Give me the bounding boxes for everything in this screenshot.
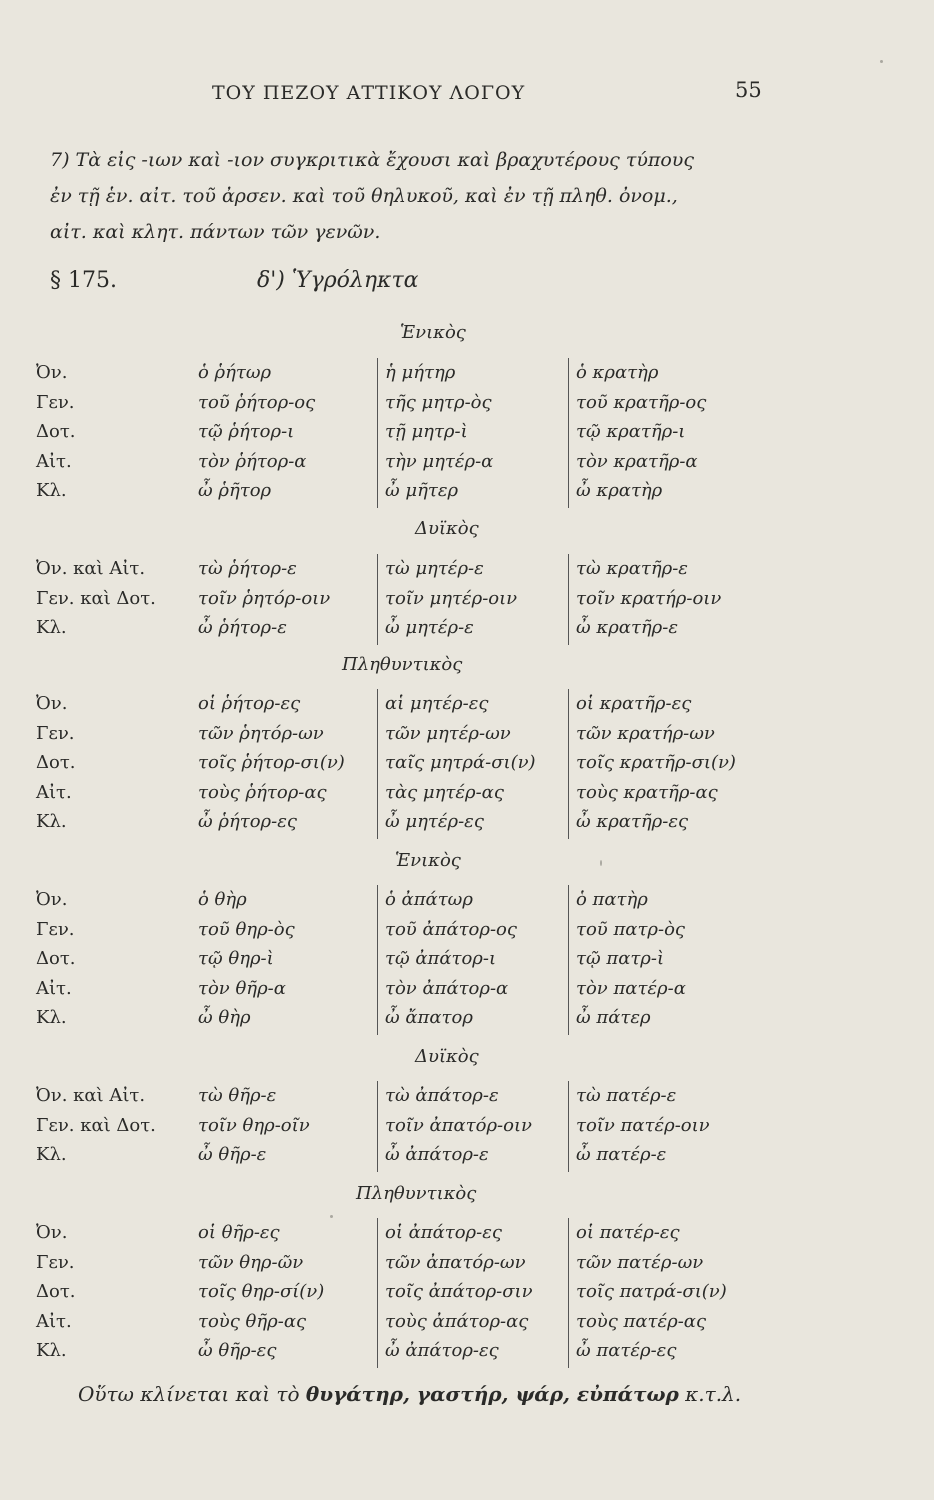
scan-speck (600, 860, 602, 866)
column-divider (568, 554, 569, 645)
form-col-3: τοῦ πατρ-ὸς (576, 918, 685, 940)
form-col-3: τοῖς κρατῆρ-σι(ν) (576, 752, 736, 773)
running-title: ΤΟΥ ΠΕΖΟΥ ΑΤΤΙΚΟΥ ΛΟΓΟΥ (212, 82, 526, 104)
case-label: Αἰτ. (36, 450, 72, 472)
form-col-3: τῷ πατρ-ὶ (576, 948, 665, 969)
form-col-1: τῷ θηρ-ὶ (198, 948, 274, 969)
form-col-3: τὸν κρατῆρ-α (576, 450, 698, 472)
case-label: Κλ. (36, 1007, 67, 1028)
page-number: 55 (735, 78, 762, 102)
case-label: Αἰτ. (36, 781, 72, 803)
form-col-3: ὦ κρατῆρ-ες (576, 811, 689, 832)
form-col-2: τῶν ἀπατόρ-ων (385, 1251, 526, 1273)
case-label: Κλ. (36, 1340, 67, 1361)
form-col-2: τοῖν μητέρ-οιν (385, 587, 518, 609)
case-label: Γεν. (36, 391, 75, 413)
form-col-2: τὴν μητέρ-α (385, 450, 494, 472)
case-label: Ὀν. (36, 362, 68, 383)
footer-prefix: Οὕτω κλίνεται καὶ τὸ (78, 1382, 306, 1406)
form-col-1: τὸν ῥήτορ-α (198, 450, 307, 472)
form-col-1: ὦ ῥῆτορ (198, 480, 272, 501)
form-col-3: οἱ πατέρ-ες (576, 1222, 680, 1243)
number-heading: Πληθυντικὸς (342, 654, 463, 675)
form-col-1: ὁ ῥήτωρ (198, 362, 272, 383)
form-col-1: τῷ ῥήτορ-ι (198, 421, 295, 442)
column-divider (377, 689, 378, 839)
form-col-1: ὦ ῥήτορ-ε (198, 617, 287, 638)
column-divider (377, 1218, 378, 1368)
case-label: Γεν. καὶ Δοτ. (36, 587, 156, 609)
form-col-2: ὦ ἀπάτορ-ε (385, 1144, 489, 1165)
column-divider (377, 1081, 378, 1172)
form-col-2: τοῖν ἀπατόρ-οιν (385, 1114, 532, 1136)
form-col-1: ὁ θὴρ (198, 889, 247, 910)
form-col-1: τοῦ θηρ-ὸς (198, 918, 295, 940)
form-col-3: τοῖν πατέρ-οιν (576, 1114, 710, 1136)
column-divider (568, 689, 569, 839)
form-col-1: τοὺς ῥήτορ-ας (198, 781, 327, 803)
form-col-3: οἱ κρατῆρ-ες (576, 693, 692, 714)
form-col-1: ὦ θῆρ-ε (198, 1144, 267, 1165)
intro-line: 7) Τὰ εἰς -ιων καὶ -ιον συγκριτικὰ ἔχουσι καὶ βραχυτέρους τύπους (50, 149, 694, 171)
column-divider (377, 885, 378, 1035)
case-label: Αἰτ. (36, 1310, 72, 1332)
form-col-1: τοῖν θηρ-οῖν (198, 1114, 310, 1136)
form-col-2: ἡ μήτηρ (385, 362, 456, 383)
column-divider (568, 1218, 569, 1368)
case-label: Ὀν. (36, 693, 68, 714)
form-col-3: ὦ κρατὴρ (576, 480, 663, 501)
form-col-2: τοῖς ἀπάτορ-σιν (385, 1281, 533, 1302)
form-col-2: τῶν μητέρ-ων (385, 722, 511, 744)
form-col-3: τοῦ κρατῆρ-ος (576, 391, 707, 413)
form-col-2: τῷ ἀπάτορ-ι (385, 948, 497, 969)
column-divider (568, 358, 569, 508)
case-label: Ὀν. (36, 1222, 68, 1243)
form-col-2: οἱ ἀπάτορ-ες (385, 1222, 502, 1243)
form-col-2: τῇ μητρ-ὶ (385, 421, 468, 442)
form-col-2: αἱ μητέρ-ες (385, 693, 489, 714)
form-col-3: τὸν πατέρ-α (576, 977, 686, 999)
case-label: Δοτ. (36, 948, 76, 969)
form-col-3: ὁ πατὴρ (576, 889, 648, 910)
case-label: Δοτ. (36, 421, 76, 442)
scan-speck (330, 1215, 333, 1218)
form-col-3: ὦ κρατῆρ-ε (576, 617, 679, 638)
form-col-1: τῶν θηρ-ῶν (198, 1251, 304, 1273)
form-col-3: τὼ πατέρ-ε (576, 1085, 677, 1106)
case-label: Αἰτ. (36, 977, 72, 999)
column-divider (568, 1081, 569, 1172)
case-label: Κλ. (36, 1144, 67, 1165)
form-col-2: ὦ μῆτερ (385, 480, 459, 501)
intro-line: αἰτ. καὶ κλητ. πάντων τῶν γενῶν. (50, 221, 381, 243)
form-col-1: τὸν θῆρ-α (198, 977, 286, 999)
form-col-3: τῷ κρατῆρ-ι (576, 421, 686, 442)
case-label: Γεν. (36, 918, 75, 940)
form-col-1: τοῦ ῥήτορ-ος (198, 391, 316, 413)
case-label: Ὀν. καὶ Αἰτ. (36, 1085, 146, 1106)
case-label: Ὀν. καὶ Αἰτ. (36, 558, 146, 579)
form-col-1: οἱ ῥήτορ-ες (198, 693, 301, 714)
form-col-2: τῆς μητρ-ὸς (385, 391, 492, 413)
number-heading: Δυϊκὸς (415, 518, 479, 539)
column-divider (377, 358, 378, 508)
case-label: Γεν. (36, 722, 75, 744)
form-col-1: τὼ θῆρ-ε (198, 1085, 277, 1106)
form-col-2: τὸν ἀπάτορ-α (385, 977, 509, 999)
form-col-1: τοῖς ῥήτορ-σι(ν) (198, 752, 345, 773)
section-number: § 175. (50, 268, 117, 293)
form-col-3: ὦ πάτερ (576, 1007, 651, 1028)
form-col-3: ὦ πατέρ-ες (576, 1340, 677, 1361)
form-col-3: τὼ κρατῆρ-ε (576, 558, 688, 579)
form-col-3: τῶν κρατήρ-ων (576, 722, 715, 744)
form-col-3: τοὺς πατέρ-ας (576, 1310, 707, 1332)
number-heading: Ἑνικὸς (400, 322, 466, 343)
form-col-1: οἱ θῆρ-ες (198, 1222, 280, 1243)
form-col-1: τὼ ῥήτορ-ε (198, 558, 297, 579)
number-heading: Πληθυντικὸς (356, 1183, 477, 1204)
section-heading (50, 268, 550, 293)
scan-speck (880, 60, 883, 63)
case-label: Δοτ. (36, 752, 76, 773)
case-label: Ὀν. (36, 889, 68, 910)
column-divider (377, 554, 378, 645)
case-label: Γεν. καὶ Δοτ. (36, 1114, 156, 1136)
form-col-3: ὁ κρατὴρ (576, 362, 659, 383)
footer-examples: θυγάτηρ, γαστήρ, ψάρ, εὐπάτωρ (305, 1382, 679, 1406)
form-col-2: τὼ ἀπάτορ-ε (385, 1085, 499, 1106)
form-col-1: ὦ θὴρ (198, 1007, 251, 1028)
case-label: Κλ. (36, 480, 67, 501)
number-heading: Ἑνικὸς (395, 850, 461, 871)
form-col-1: ὦ ῥήτορ-ες (198, 811, 297, 832)
section-title: δ') Ὑγρόληκτα (257, 268, 419, 293)
form-col-2: ταῖς μητρά-σι(ν) (385, 752, 536, 773)
form-col-3: τῶν πατέρ-ων (576, 1251, 704, 1273)
intro-paragraph (50, 142, 790, 250)
form-col-2: τὼ μητέρ-ε (385, 558, 484, 579)
form-col-2: ὦ ἀπάτορ-ες (385, 1340, 499, 1361)
form-col-3: τοὺς κρατῆρ-ας (576, 781, 718, 803)
form-col-1: ὦ θῆρ-ες (198, 1340, 277, 1361)
case-label: Γεν. (36, 1251, 75, 1273)
footer-note (78, 1382, 741, 1406)
form-col-2: ὦ μητέρ-ες (385, 811, 484, 832)
page-header (0, 78, 934, 112)
form-col-2: τοὺς ἀπάτορ-ας (385, 1310, 529, 1332)
form-col-2: ὦ μητέρ-ε (385, 617, 474, 638)
footer-suffix: κ.τ.λ. (678, 1382, 742, 1406)
form-col-1: τοῖν ῥητόρ-οιν (198, 587, 331, 609)
form-col-3: τοῖς πατρά-σι(ν) (576, 1281, 727, 1302)
column-divider (568, 885, 569, 1035)
form-col-2: τοῦ ἀπάτορ-ος (385, 918, 517, 940)
form-col-2: τὰς μητέρ-ας (385, 781, 504, 803)
case-label: Δοτ. (36, 1281, 76, 1302)
form-col-1: τοῖς θηρ-σί(ν) (198, 1281, 325, 1302)
number-heading: Δυϊκὸς (415, 1046, 479, 1067)
form-col-2: ὁ ἀπάτωρ (385, 889, 473, 910)
form-col-3: τοῖν κρατήρ-οιν (576, 587, 722, 609)
case-label: Κλ. (36, 617, 67, 638)
form-col-3: ὦ πατέρ-ε (576, 1144, 667, 1165)
intro-line: ἐν τῇ ἑν. αἰτ. τοῦ ἀρσεν. καὶ τοῦ θηλυκοῦ, καὶ ἐν τῇ πληθ. ὀνομ., (50, 185, 678, 207)
form-col-1: τῶν ῥητόρ-ων (198, 722, 324, 744)
case-label: Κλ. (36, 811, 67, 832)
form-col-2: ὦ ἄπατορ (385, 1007, 473, 1028)
form-col-1: τοὺς θῆρ-ας (198, 1310, 307, 1332)
